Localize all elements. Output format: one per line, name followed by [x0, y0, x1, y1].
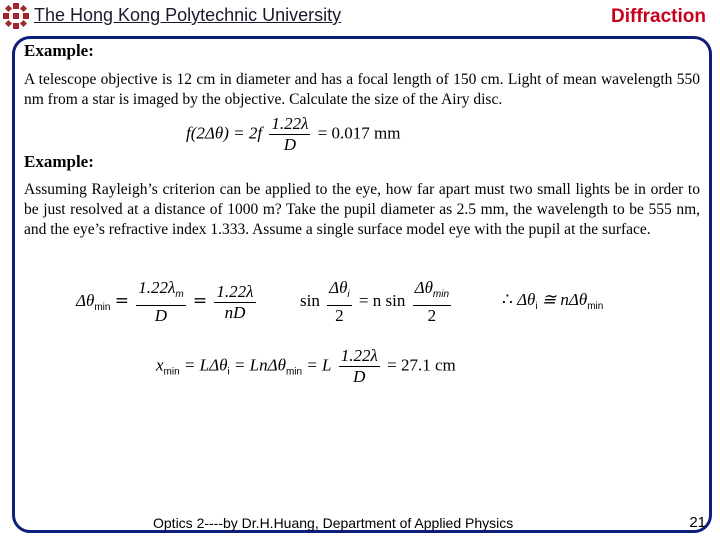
example1-equation: [186, 114, 401, 155]
eq2b-frac2-sub: min: [432, 289, 450, 300]
eq2d-frac-num: 1.22λ: [340, 346, 378, 365]
example2-eq-snell: [300, 278, 454, 326]
eq2a-frac2: [214, 282, 255, 323]
eq2d-part2-sub: min: [285, 366, 303, 378]
university-name: The Hong Kong Polytechnic University: [34, 5, 342, 25]
slide-topic: Diffraction: [611, 6, 706, 27]
university-logo-icon: [2, 2, 30, 30]
example1-heading: Example:: [24, 41, 94, 60]
eq1-rhs: = 0.017 mm: [317, 123, 401, 143]
eq2a-frac2-num: 1.22λ: [216, 281, 254, 301]
eq1-lhs: f(2Δθ) = 2f: [186, 123, 263, 143]
eq2c-lhs-sub: i: [535, 301, 538, 312]
example2-eq-small-angle: [502, 290, 603, 312]
eq2b-frac2: [413, 278, 451, 326]
eq2d-part1-sub: i: [227, 366, 230, 378]
eq2b-mid: = n sin: [358, 290, 406, 310]
eq1-fraction: [269, 114, 310, 155]
eq2a-frac1: [136, 278, 185, 326]
eq1-frac-num: 1.22λ: [271, 114, 309, 133]
eq2a-lhs-sub: min: [94, 301, 111, 313]
eq2b-frac2-num: Δθ: [414, 278, 433, 297]
eq2b-frac2-den: 2: [427, 306, 437, 325]
eq2c-lhs: Δθ: [517, 290, 536, 309]
example2-eq-delta-theta-min: $\Delta\theta_{min}$ = $\frac{1.22\lambda_m}{D}$ = $\frac{1.22\lambda}{nD}$: [76, 278, 254, 325]
eq2b-frac1: [327, 278, 352, 326]
eq2a-frac1-num: 1.22λ: [138, 278, 176, 297]
eq2d-frac-den: D: [353, 367, 366, 386]
eq2d-x-sub: min: [163, 366, 180, 378]
eq2c-therefore: ∴: [502, 290, 513, 310]
example1-text: A telescope objective is 12 cm in diameter and has a focal length of 150 cm. Light of mean wavelength 550 nm from a star is imaged by the objective. Calculate the size of the Airy disc.: [24, 71, 700, 108]
eq1-frac-den: D: [283, 135, 297, 154]
example2-heading: Example:: [24, 152, 94, 171]
example2-text: Assuming Rayleigh’s criterion can be applied to the eye, how far apart must two small lights be in order to be just resolved at a distance of 1000 m? Take the pupil diameter as 2.5 mm, the wavelength to be 555 nm, and the eye’s refractive index 1.333. Assume a single surface model eye with the pupil at the surface.: [24, 181, 700, 238]
page-number: 21: [689, 514, 706, 531]
eq2c-approx-sub: min: [587, 301, 604, 312]
eq2d-fraction: [339, 346, 380, 387]
eq2b-frac1-den: 2: [335, 306, 344, 325]
eq2a-lhs: Δθ: [76, 290, 95, 310]
eq2b-frac1-sub: i: [347, 289, 350, 300]
eq2b-frac1-num: Δθ: [329, 278, 348, 297]
footer-credit: Optics 2----by Dr.H.Huang, Department of Applied Physics: [153, 515, 514, 531]
eq2a-frac1-den: D: [154, 306, 168, 325]
eq2a-frac2-den: nD: [224, 302, 246, 322]
eq2d-part2: = LnΔθ: [233, 355, 286, 375]
eq2d-rhs: = 27.1 cm: [387, 355, 456, 375]
eq2d-part3: = L: [306, 355, 332, 375]
eq2c-approx: ≅ nΔθ: [541, 290, 588, 309]
eq2d-part1: = LΔθ: [183, 355, 228, 375]
example2-eq-result: [156, 346, 456, 387]
eq2a-frac1-num-sub: m: [175, 289, 184, 300]
eq2d-x: x: [156, 355, 164, 375]
eq2b-sin: sin: [300, 290, 320, 310]
